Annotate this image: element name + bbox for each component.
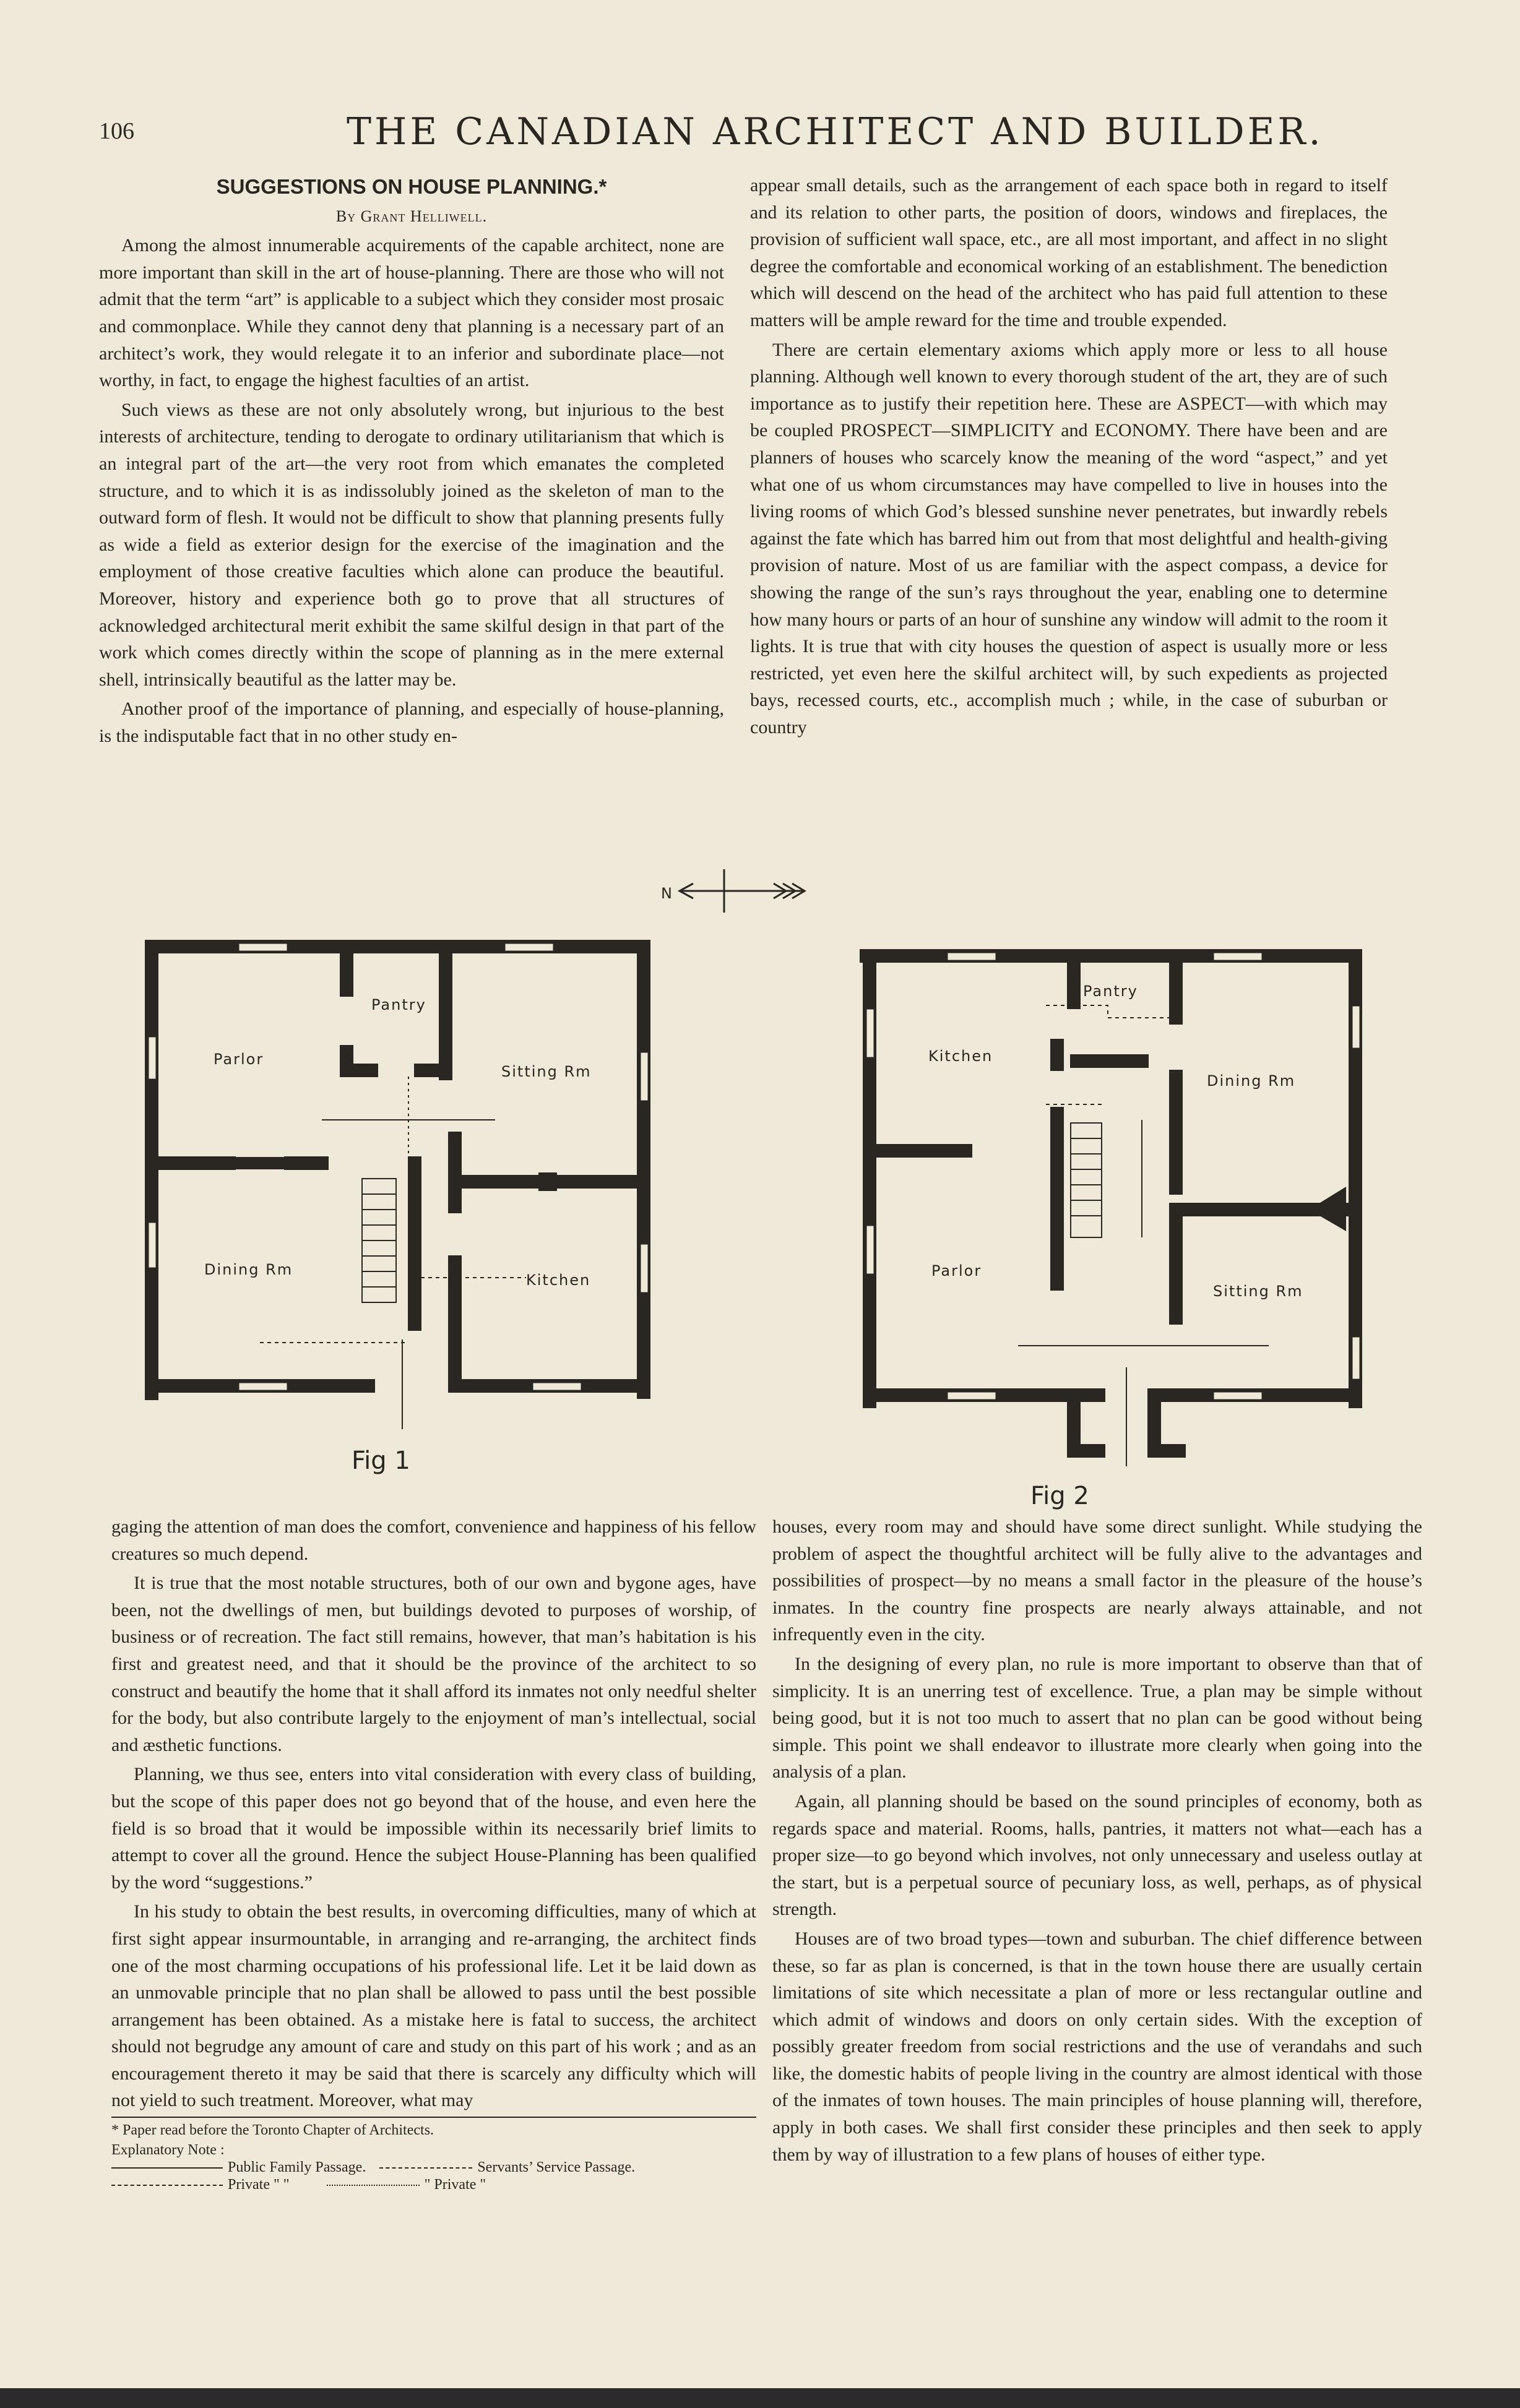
column-3 [111, 1513, 756, 2193]
room-sitting: Sitting Rm [1213, 1283, 1303, 1300]
paragraph: There are certain elementary axioms which apply more or less to all house planning. Although well known to every thorough student of the art, they are of such importance as to justify their repetition here. These are ASPECT—with which may be coupled PROSPECT—SIMPLICITY and ECONOMY. There have been and are planners of houses who scarcely know the meaning of the word “aspect,” and yet what one of us whom circumstances may have compelled to live in houses into the living rooms of which God’s blessed sunshine never penetrates, but inwardly rebels against the fate which has barred him out from that most delightful and health-giving provision of nature. Most of us are familiar with the aspect compass, a device for showing the range of the sun’s rays throughout the year, enabling one to determine how many hours or parts of an hour of sunshine any window will admit to the room it lights. It is true that with city houses the question of aspect is usually more or less restricted, yet even here the skilful architect will, by such expedients as projected bays, recessed courts, etc., accomplish much ; while, in the case of suburban or country [750, 339, 1388, 737]
page-number: 106 [99, 118, 134, 144]
paragraph: houses, every room may and should have some direct sunlight. While studying the problem of aspect the thoughtful architect will be fully alive to the advantages and possibilities of prospect—by no means a small factor in the pleasure of the house’s inmates. In the country fine prospects are nearly always attainable, and not infrequently even in the city. [772, 1516, 1422, 1645]
paragraph: Houses are of two broad types—town and suburban. The chief difference between these, so far as plan is concerned, is that in the town house there are usually certain limitations of site which necessitate a plan of more or less rectangular outline and which admit of windows and doors on only certain sides. With the exception of possibly greater freedom from social restrictions and the use of verandahs and such like, the domestic habits of people living in the country are almost identical with those of the inmates of town houses. The main principles of house planning will, therefore, apply in both cases. We shall first consider these principles and then seek to apply them by way of illustration to a few plans of houses of either type. [772, 1928, 1422, 2165]
figure-1-caption: Fig 1 [352, 1447, 410, 1475]
room-pantry: Pantry [371, 996, 426, 1013]
paragraph: Planning, we thus see, enters into vital consideration with every class of building, but the scope of this paper does not go beyond that of the house, and even here the field is so broad that it would be impossible within its necessarily brief limits to attempt to cover all the ground. Hence the subject House-Planning has been qualified by the word “suggestions.” [111, 1764, 756, 1893]
floor-plan-fig1 [148, 943, 649, 1429]
column-4 [772, 1513, 1422, 2170]
footnote: * Paper read before the Toronto Chapter of Architects. [111, 2117, 756, 2139]
article-title: SUGGESTIONS ON HOUSE PLANNING.* [216, 175, 607, 198]
article-byline: By Grant Helliwell. [335, 207, 488, 225]
paragraph: gaging the attention of man does the comfort, convenience and happiness of his fellow creatures so much depend. [111, 1516, 756, 1564]
room-sitting: Sitting Rm [501, 1063, 592, 1080]
compass-north-label: N [661, 885, 673, 902]
legend-public-family: Public Family Passage. [228, 2159, 366, 2176]
room-kitchen: Kitchen [526, 1271, 591, 1289]
room-dining: Dining Rm [204, 1261, 293, 1278]
masthead: THE CANADIAN ARCHITECT AND BUILDER. [347, 110, 1324, 153]
legend-private-service: " Private " [424, 2177, 486, 2193]
room-parlor: Parlor [214, 1051, 264, 1068]
legend-row-1 [111, 2159, 756, 2176]
legend-row-2 [111, 2176, 756, 2193]
paragraph: Such views as these are not only absolutely wrong, but injurious to the best interests of architecture, tending to derogate to ordinary utilitarianism that which is an integral part of the art—the very root from which emanates the completed structure, and to which it is as indissolubly joined as the skeleton of man to the outward form of flesh. It would not be difficult to show that planning presents fully as wide a field as exterior design for the exercise of the imagination and the employment of those creative faculties which alone can produce the beautiful. Moreover, history and experience both go to prove that all structures of acknowledged architectural merit exhibit the same skilful design in that part of the work which comes directly within the scope of planning as in the mere external shell, intrinsically beautiful as the latter may be. [99, 399, 724, 690]
paragraph: Another proof of the importance of planning, and especially of house-planning, is the indisputable fact that in no other study en- [99, 699, 724, 746]
paragraph: appear small details, such as the arrangement of each space both in regard to itself and its relation to other parts, the position of doors, windows and fireplaces, the provision of sufficient wall space, etc., are all most important, and affect in no slight degree the comfortable and economical working of an establishment. The benediction which will descend on the head of the architect who has paid full attention to these matters will be ample reward for the time and trouble expended. [750, 175, 1388, 330]
room-dining: Dining Rm [1207, 1072, 1296, 1090]
room-kitchen: Kitchen [928, 1047, 993, 1065]
figure-2-caption: Fig 2 [1030, 1482, 1089, 1510]
paragraph: In the designing of every plan, no rule is more important to observe than that of simplicity. It is an unerring test of excellence. True, a plan may be simple without being good, but it is not too much to assert that no plan can be good without being simple. This point we shall endeavor to illustrate more clearly when going into the analysis of a plan. [772, 1653, 1422, 1782]
floor-plan-fig2 [866, 952, 1360, 1466]
room-pantry: Pantry [1083, 983, 1138, 1000]
legend-private-family: Private " " [228, 2177, 290, 2193]
paragraph: It is true that the most notable structures, both of our own and bygone ages, have been, not the dwellings of men, but buildings devoted to purposes of worship, of business or of recreation. The fact still remains, however, that man’s habitation is his first and greatest need, and that it should be the province of the architect to so construct and beautify the home that it shall afford its inmates not only needful shelter for the body, but also contribute largely to the enjoyment of man’s intellectual, social and æsthetic functions. [111, 1573, 756, 1755]
page-bottom-edge [0, 2388, 1520, 2408]
compass-rose [680, 869, 805, 913]
explanatory-note-title: Explanatory Note : [111, 2142, 225, 2159]
paragraph: Again, all planning should be based on the sound principles of economy, both as regards space and material. Rooms, halls, pantries, it matters not what—each has a proper size—to go beyond which involves, not only unnecessary and useless outlay at the start, but is a perpetual source of pecuniary loss, as well, perhaps, as of physical strength. [772, 1791, 1422, 1920]
legend-servants-service: Servants’ Service Passage. [477, 2159, 636, 2176]
paragraph: Among the almost innumerable acquirements of the capable architect, none are more important than skill in the art of house-planning. There are those who will not admit that the term “art” is applicable to a subject which they consider most prosaic and commonplace. While they cannot deny that planning is a necessary part of an architect’s work, they would relegate it to an inferior and subordinate place—not worthy, in fact, to engage the highest faculties of an artist. [99, 235, 724, 391]
paragraph: In his study to obtain the best results, in overcoming difficulties, many of which at first sight appear insurmountable, in arranging and re-arranging, the architect finds one of the most charming occupations of his professional life. Let it be laid down as an unmovable principle that no plan shall be allowed to pass until the best possible arrangement has been obtained. As a mistake here is fatal to success, the architect should not begrudge any amount of care and study on this part of his work ; and as an encouragement thereto it may be said that there is scarcely any difficulty which will not yield to such treatment. Moreover, what may [111, 1901, 756, 2111]
room-parlor: Parlor [931, 1262, 982, 1279]
